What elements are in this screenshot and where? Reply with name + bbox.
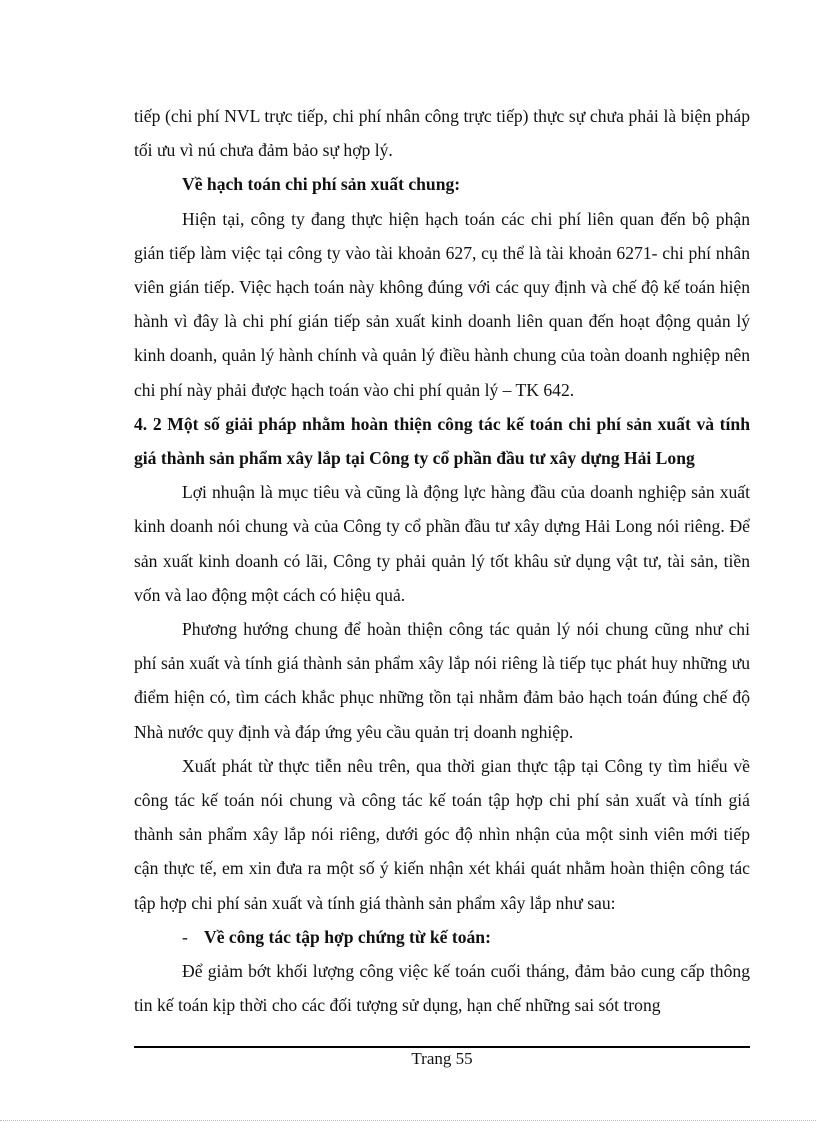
page-number: Trang 55 <box>411 1049 473 1068</box>
paragraph-general-direction: Phương hướng chung để hoàn thiện công tác quản lý nói chung cũng như chi phí sản xuất và tính giá thành sản phẩm xây lắp nói riêng là tiếp tục phát huy những ưu điểm hiện có, tìm cách khắc phục những tồn tại nhằm đảm bảo hạch toán đúng chế độ Nhà nước quy định và đáp ứng yêu cầu quản trị doanh nghiệp. <box>134 619 750 742</box>
page-bottom-border <box>0 1120 816 1121</box>
page-body <box>134 99 750 1022</box>
paragraph-profit: Lợi nhuận là mục tiêu và cũng là động lực hàng đầu của doanh nghiệp sản xuất kinh doanh nói chung và của Công ty cổ phần đầu tư xây dựng Hải Long nói riêng. Để sản xuất kinh doanh có lãi, Công ty phải quản lý tốt khâu sử dụng vật tư, tài sản, tiền vốn và lao động một cách có hiệu quả. <box>134 482 750 605</box>
paragraph-current-accounting: Hiện tại, công ty đang thực hiện hạch toán các chi phí liên quan đến bộ phận gián tiếp làm việc tại công ty vào tài khoản 627, cụ thể là tài khoản 6271- chi phí nhân viên gián tiếp. Việc hạch toán này không đúng với các quy định và chế độ kế toán hiện hành vì đây là chi phí gián tiếp sản xuất kinh doanh liên quan đến hoạt động quản lý kinh doanh, quản lý hành chính và quản lý điều hành chung của toàn doanh nghiệp nên chi phí này phải được hạch toán vào chi phí quản lý – TK 642. <box>134 208 750 400</box>
bullet-text: Về công tác tập hợp chứng từ kế toán: <box>204 926 491 947</box>
paragraph-reduce-workload: Để giảm bớt khối lượng công việc kế toán cuối tháng, đảm bảo cung cấp thông tin kế toán kịp thời cho các đối tượng sử dụng, hạn chế những sai sót trong <box>134 961 750 1016</box>
bullet-item-voucher-collection <box>134 920 750 954</box>
subheading-general-production-cost: Về hạch toán chi phí sản xuất chung: <box>182 174 461 195</box>
paragraph-continuation: tiếp (chi phí NVL trực tiếp, chi phí nhân công trực tiếp) thực sự chưa phải là biện pháp tối ưu vì nú chưa đảm bảo sự hợp lý. <box>134 106 750 161</box>
section-heading-4-2: 4. 2 Một số giải pháp nhằm hoàn thiện công tác kế toán chi phí sản xuất và tính giá thành sản phẩm xây lắp tại Công ty cổ phần đầu tư xây dựng Hải Long <box>134 413 750 469</box>
footer-divider <box>134 1046 750 1048</box>
paragraph-origin: Xuất phát từ thực tiễn nêu trên, qua thời gian thực tập tại Công ty tìm hiểu về công tác kế toán nói chung và công tác kế toán tập hợp chi phí sản xuất và tính giá thành sản phẩm xây lắp nói riêng, dưới góc độ nhìn nhận của một sinh viên mới tiếp cận thực tế, em xin đưa ra một số ý kiến nhận xét khái quát nhằm hoàn thiện công tác tập hợp chi phí sản xuất và tính giá thành sản phẩm xây lắp như sau: <box>134 755 750 913</box>
bullet-dash: - <box>182 926 188 947</box>
